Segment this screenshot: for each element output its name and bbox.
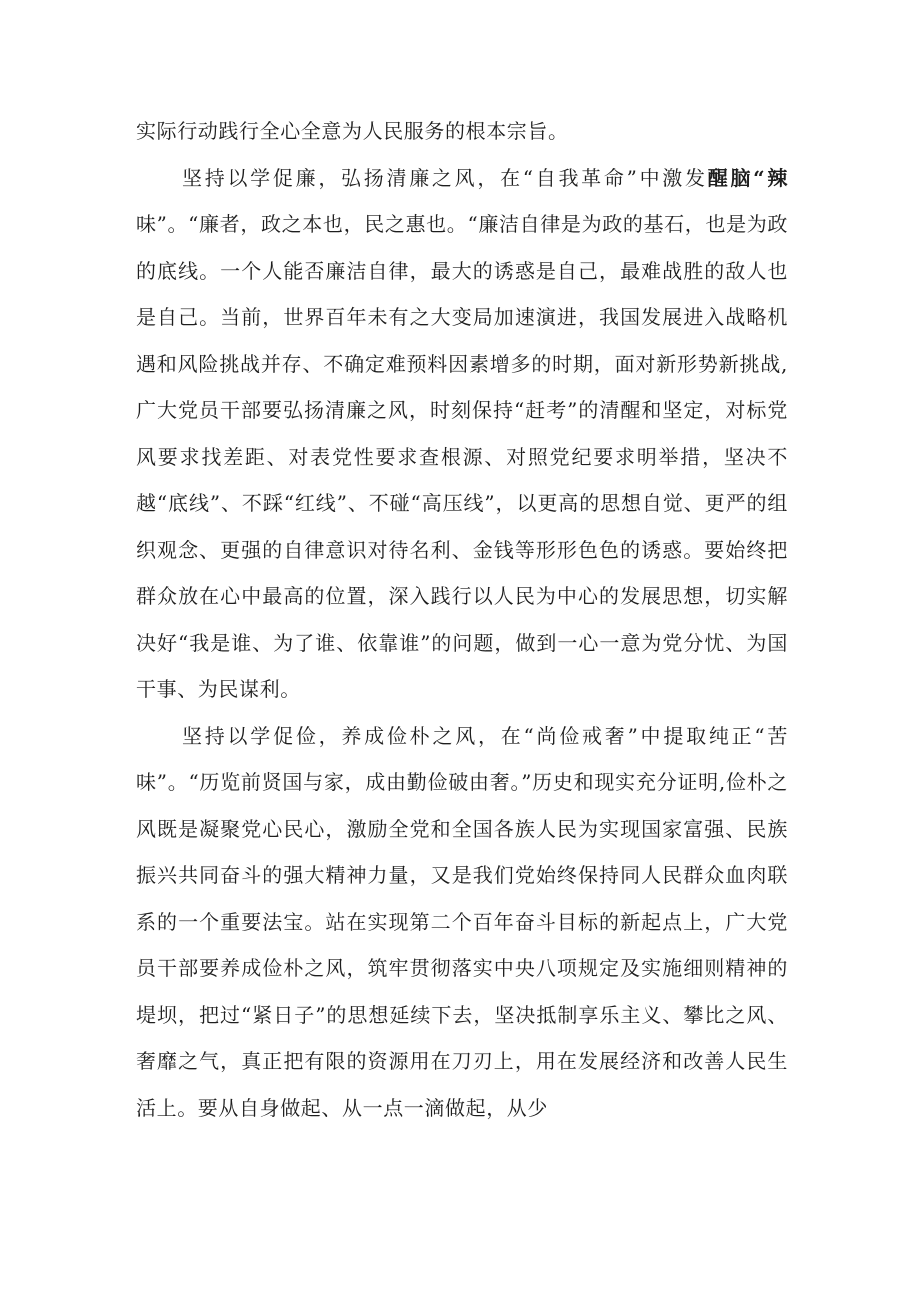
paragraph-2-text-before: 坚持以学促廉，弘扬清廉之风，在“自我革命”中激发 <box>182 165 708 190</box>
paragraph-1 <box>136 108 788 155</box>
paragraph-3 <box>136 713 788 1132</box>
document-body <box>136 108 788 1131</box>
paragraph-3-text: 坚持以学促俭，养成俭朴之风，在“尚俭戒奢”中提取纯正“苦味”。“历览前贤国与家，成由勤俭破由奢。”历史和现实充分证明,俭朴之风既是凝聚党心民心，激励全党和全国各族人民为实现国家富强、民族振兴共同奋斗的强大精神力量，又是我们党始终保持同人民群众血肉联系的一个重要法宝。站在实现第二个百年奋斗目标的新起点上，广大党员干部要养成俭朴之风，筑牢贯彻落实中央八项规定及实施细则精神的堤坝，把过“紧日子”的思想延续下去，坚决抵制享乐主义、攀比之风、奢靡之气，真正把有限的资源用在刀刃上，用在发展经济和改善人民生活上。要从自身做起、从一点一滴做起，从少 <box>136 723 788 1120</box>
paragraph-1-text: 实际行动践行全心全意为人民服务的根本宗旨。 <box>136 119 569 143</box>
paragraph-2 <box>136 155 788 713</box>
paragraph-2-bold-text: 醒脑“辣 <box>707 165 788 190</box>
paragraph-2-text-after: 味”。“廉者，政之本也，民之惠也。“廉洁自律是为政的基石，也是为政的底线。一个人能否廉洁自律，最大的诱惑是自己，最难战胜的敌人也是自己。当前，世界百年未有之大变局加速演进，我国发展进入战略机遇和风险挑战并存、不确定难预料因素增多的时期，面对新形势新挑战,广大党员干部要弘扬清廉之风，时刻保持“赶考”的清醒和坚定，对标党风要求找差距、对表党性要求查根源、对照党纪要求明举措，坚决不越“底线”、不踩“红线”、不碰“高压线”，以更高的思想自觉、更严的组织观念、更强的自律意识对待名利、金钱等形形色色的诱惑。要始终把群众放在心中最高的位置，深入践行以人民为中心的发展思想，切实解决好“我是谁、为了谁、依靠谁”的问题，做到一心一意为党分忧、为国干事、为民谋利。 <box>136 212 788 701</box>
